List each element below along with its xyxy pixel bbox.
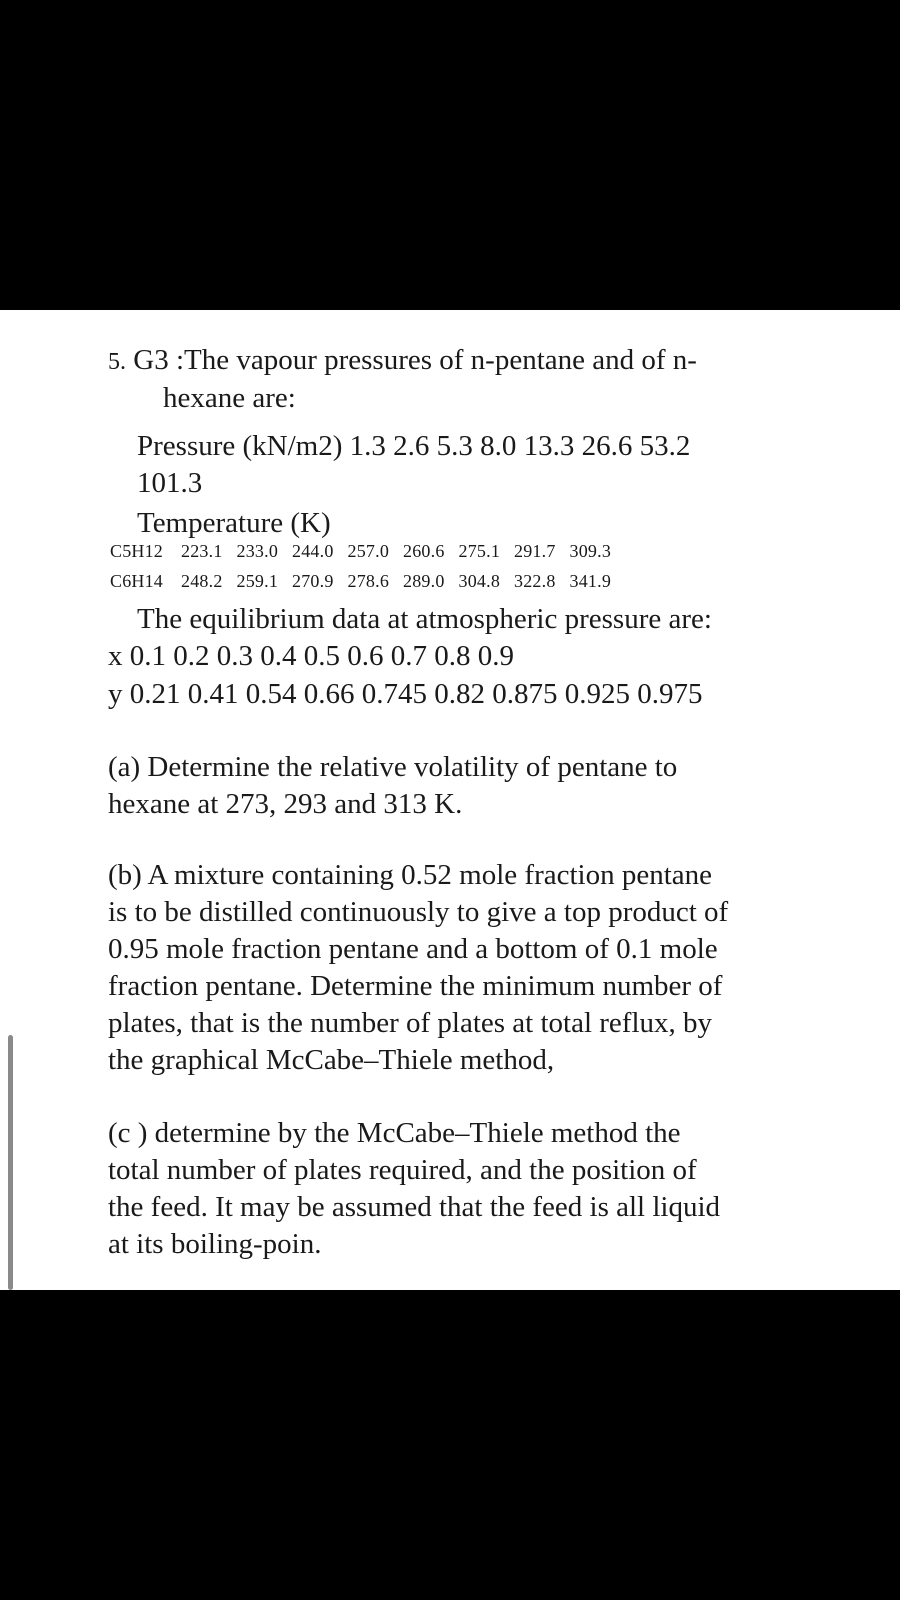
document-page	[0, 310, 900, 1290]
question-title-cont: hexane are:	[163, 382, 296, 414]
part-c-line: (c ) determine by the McCabe–Thiele method the	[108, 1117, 681, 1149]
c5h12-value: 275.1	[458, 541, 501, 561]
equilibrium-heading: The equilibrium data at atmospheric pressure are:	[137, 603, 712, 635]
c5h12-row	[110, 539, 625, 563]
c5h12-value: 260.6	[403, 541, 445, 561]
part-c-line: total number of plates required, and the position of	[108, 1154, 697, 1186]
c5h12-label: C5H12	[110, 541, 164, 561]
c5h12-value: 257.0	[347, 541, 390, 561]
c5h12-value: 223.1	[181, 541, 223, 561]
c6h14-value: 322.8	[514, 571, 556, 591]
part-b-line: the graphical McCabe–Thiele method,	[108, 1044, 555, 1076]
scrollbar[interactable]	[8, 1035, 13, 1290]
c5h12-value: 291.7	[514, 541, 556, 561]
part-c-line: the feed. It may be assumed that the feed is all liquid	[108, 1191, 721, 1223]
c6h14-label: C6H14	[110, 571, 164, 591]
c5h12-value: 233.0	[236, 541, 279, 561]
question-heading	[108, 342, 697, 380]
temperature-label: Temperature (K)	[137, 507, 331, 539]
bottom-black-bar	[0, 1290, 900, 1600]
part-b-line: (b) A mixture containing 0.52 mole fraction pentane	[108, 859, 713, 891]
pressure-row-cont: 101.3	[137, 467, 203, 499]
c6h14-value: 278.6	[347, 571, 390, 591]
part-a-line: (a) Determine the relative volatility of pentane to	[108, 751, 678, 783]
c6h14-value: 304.8	[458, 571, 501, 591]
c6h14-value: 259.1	[236, 571, 279, 591]
c6h14-row	[110, 569, 625, 593]
part-b-line: plates, that is the number of plates at total reflux, by	[108, 1007, 713, 1039]
c6h14-value: 270.9	[292, 571, 334, 591]
part-b-line: is to be distilled continuously to give a top product of	[108, 896, 729, 928]
part-b-line: fraction pentane. Determine the minimum number of	[108, 970, 723, 1002]
equilibrium-y-row: y 0.21 0.41 0.54 0.66 0.745 0.82 0.875 0.925 0.975	[108, 678, 703, 710]
top-black-bar	[0, 0, 900, 310]
question-number: 5.	[108, 349, 126, 375]
c5h12-value: 309.3	[569, 541, 612, 561]
part-a-line: hexane at 273, 293 and 313 K.	[108, 788, 463, 820]
c6h14-value: 289.0	[403, 571, 445, 591]
c6h14-value: 341.9	[569, 571, 612, 591]
c5h12-value: 244.0	[292, 541, 334, 561]
equilibrium-x-row: x 0.1 0.2 0.3 0.4 0.5 0.6 0.7 0.8 0.9	[108, 640, 514, 672]
pressure-row: Pressure (kN/m2) 1.3 2.6 5.3 8.0 13.3 26.6 53.2	[137, 430, 691, 462]
part-b-line: 0.95 mole fraction pentane and a bottom of 0.1 mole	[108, 933, 718, 965]
question-title: G3 :The vapour pressures of n-pentane and of n-	[133, 344, 697, 376]
part-c-line: at its boiling-poin.	[108, 1228, 322, 1260]
c6h14-value: 248.2	[181, 571, 223, 591]
